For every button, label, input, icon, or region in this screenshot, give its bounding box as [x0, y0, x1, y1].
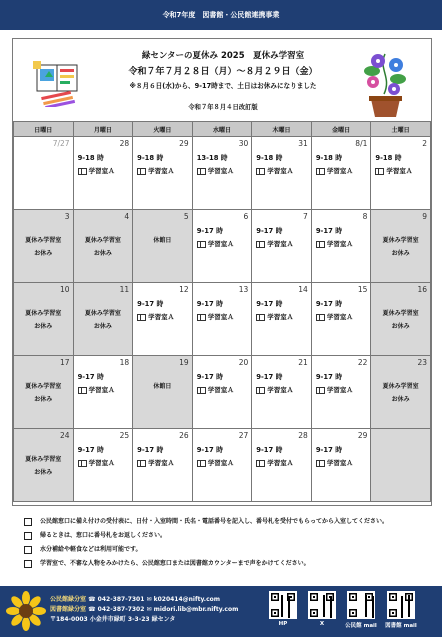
calendar-day-cell — [252, 356, 312, 429]
flyer-header — [13, 39, 431, 119]
room-label — [316, 166, 353, 175]
day-number: 12 — [179, 285, 189, 294]
room-label — [137, 312, 174, 321]
calendar-day-cell — [73, 283, 133, 356]
day-number: 28 — [119, 139, 130, 148]
day-number: 4 — [124, 212, 130, 221]
calendar-day-cell — [371, 283, 431, 356]
room-name: 学習室Ａ — [207, 313, 234, 321]
open-hours: 9-17 時 — [256, 300, 283, 308]
room-label — [197, 458, 234, 467]
room-name: 学習室Ａ — [88, 386, 115, 394]
room-label — [256, 312, 293, 321]
book-icon — [78, 387, 87, 394]
day-number: 24 — [60, 431, 70, 440]
closed-label: 夏休み学習室 — [25, 237, 62, 244]
calendar-day-cell — [311, 356, 371, 429]
open-hours: 9-18 時 — [315, 154, 342, 162]
calendar-day-cell — [252, 137, 312, 210]
day-number: 7 — [303, 212, 308, 221]
calendar-day-cell — [192, 137, 252, 210]
room-name: 学習室Ａ — [148, 313, 175, 321]
open-hours: 9-17 時 — [315, 227, 342, 235]
book-icon — [375, 168, 384, 175]
closed-label: 夏休み学習室 — [84, 310, 121, 317]
qr-label: HP — [278, 621, 288, 627]
day-number: 8/1 — [355, 139, 368, 148]
room-name: 学習室Ａ — [326, 386, 353, 394]
room-label — [256, 166, 293, 175]
day-number: 26 — [179, 431, 189, 440]
calendar-week-row — [14, 210, 431, 283]
notes-list — [24, 517, 424, 573]
open-hours: 9-17 時 — [256, 373, 283, 381]
day-number: 15 — [357, 285, 368, 294]
closed-label: 夏休み学習室 — [25, 310, 62, 317]
room-label — [197, 312, 234, 321]
note-item: 水分補給や軽食などは利用可能です。 — [24, 545, 424, 554]
room-label — [78, 166, 115, 175]
book-icon — [256, 387, 265, 394]
calendar-day-cell — [14, 283, 74, 356]
closed-label: 休館日 — [153, 383, 172, 390]
day-number: 25 — [119, 431, 130, 440]
flyer-title: 緑センターの夏休み 2025 夏休み学習室 — [141, 51, 305, 61]
room-name: 学習室Ａ — [207, 459, 234, 467]
calendar-day-cell — [133, 283, 193, 356]
weekday-header: 水曜日 — [192, 122, 252, 137]
open-hours: 9-18 時 — [375, 154, 402, 162]
contact-label-library: 図書館緑分室 — [50, 606, 87, 613]
closed-label: お休み — [34, 323, 53, 330]
day-number: 29 — [357, 431, 368, 440]
open-hours: 13-18 時 — [196, 154, 228, 162]
qr-code-icon[interactable] — [308, 591, 336, 619]
calendar-day-cell — [14, 429, 74, 502]
calendar-day-cell — [371, 137, 431, 210]
qr-code-icon[interactable] — [387, 591, 415, 619]
calendar-day-cell — [133, 429, 193, 502]
closed-label: お休み — [34, 250, 53, 257]
day-number: 28 — [298, 431, 308, 440]
calendar-day-cell — [73, 137, 133, 210]
closed-label: 夏休み学習室 — [382, 237, 419, 244]
day-number: 19 — [179, 358, 189, 367]
room-label — [375, 166, 412, 175]
weekday-header: 金曜日 — [311, 122, 371, 137]
book-icon — [316, 387, 325, 394]
open-hours: 9-17 時 — [256, 227, 283, 235]
qr-code-icon[interactable] — [347, 591, 375, 619]
open-hours: 9-17 時 — [77, 446, 104, 454]
calendar-week-row — [14, 283, 431, 356]
book-icon — [316, 241, 325, 248]
calendar-day-cell — [73, 210, 133, 283]
weekday-header-row — [14, 122, 431, 137]
checkbox-icon — [24, 560, 32, 568]
open-hours: 9-18 時 — [77, 154, 104, 162]
open-hours: 9-17 時 — [137, 300, 164, 308]
qr-label: X — [319, 621, 325, 627]
room-label — [197, 166, 234, 175]
day-number: 10 — [60, 285, 70, 294]
weekday-header: 土曜日 — [371, 122, 431, 137]
room-name: 学習室Ａ — [267, 240, 294, 248]
weekday-header: 火曜日 — [133, 122, 193, 137]
day-number: 3 — [64, 212, 70, 221]
room-name: 学習室Ａ — [148, 167, 175, 175]
room-label — [316, 458, 353, 467]
day-number: 18 — [119, 358, 130, 367]
book-icon — [197, 387, 206, 394]
room-name: 学習室Ａ — [148, 459, 175, 467]
calendar-week-row — [14, 356, 431, 429]
closed-label: 夏休み学習室 — [382, 383, 419, 390]
room-label — [316, 312, 353, 321]
checkbox-icon — [24, 546, 32, 554]
open-hours: 9-17 時 — [256, 446, 283, 454]
calendar-day-cell — [252, 283, 312, 356]
note-item: 公民館窓口に備え付けの受付表に、日付・入室時間・氏名・電話番号を記入し、番号札を受付でもらってから入室してください。 — [24, 517, 424, 526]
calendar-day-cell — [311, 283, 371, 356]
room-name: 学習室Ａ — [88, 459, 115, 467]
day-number: 17 — [60, 358, 70, 367]
contact-label-kominkan: 公民館緑分室 — [50, 596, 87, 603]
book-icon — [137, 314, 146, 321]
room-name: 学習室Ａ — [326, 240, 353, 248]
book-icon — [197, 241, 206, 248]
day-number: 21 — [298, 358, 308, 367]
closed-label: 夏休み学習室 — [25, 383, 62, 390]
room-name: 学習室Ａ — [326, 459, 353, 467]
room-name: 学習室Ａ — [267, 459, 294, 467]
day-number: 16 — [417, 285, 427, 294]
calendar-day-cell — [133, 356, 193, 429]
room-name: 学習室Ａ — [386, 167, 413, 175]
closed-label: 休館日 — [153, 237, 172, 244]
calendar-day-cell — [14, 137, 74, 210]
room-label — [316, 239, 353, 248]
room-name: 学習室Ａ — [267, 313, 294, 321]
day-number: 8 — [362, 212, 368, 221]
day-number: 13 — [238, 285, 249, 294]
calendar-day-cell — [133, 137, 193, 210]
contact-library: ☎ 042-387-7302 ✉ midori.lib@mbr.nifty.com — [88, 606, 239, 613]
book-icon — [256, 314, 265, 321]
open-hours: 9-17 時 — [77, 373, 104, 381]
sunflower-icon — [6, 591, 46, 633]
calendar-day-cell — [252, 429, 312, 502]
calendar-day-cell — [192, 210, 252, 283]
open-hours: 9-18 時 — [137, 154, 164, 162]
top-banner: 令和7年度 図書館・公民館連携事業 — [0, 0, 442, 30]
weekday-header: 日曜日 — [14, 122, 74, 137]
checkbox-icon — [24, 532, 32, 540]
room-name: 学習室Ａ — [207, 386, 234, 394]
calendar-week-row — [14, 429, 431, 502]
closed-label: 夏休み学習室 — [382, 310, 419, 317]
flyer-period: 令和７年７月２８日（月）～８月２９日（金） — [128, 67, 318, 77]
room-label — [137, 166, 174, 175]
room-label — [137, 458, 174, 467]
open-hours: 9-17 時 — [196, 227, 223, 235]
day-number: 6 — [243, 212, 249, 221]
open-hours: 9-17 時 — [196, 300, 223, 308]
flyer-revision: 令和７年８月４日改訂版 — [188, 104, 258, 111]
calendar-week-row — [14, 137, 431, 210]
room-label — [256, 385, 293, 394]
calendar-day-cell — [252, 210, 312, 283]
calendar-day-cell — [14, 210, 74, 283]
closed-label: 夏休み学習室 — [84, 237, 121, 244]
qr-label: 公民館 mail — [345, 623, 377, 629]
day-number: 14 — [298, 285, 308, 294]
contact-block — [50, 595, 238, 625]
weekday-header: 月曜日 — [73, 122, 133, 137]
book-icon — [78, 168, 87, 175]
open-hours: 9-17 時 — [315, 446, 342, 454]
book-icon — [316, 168, 325, 175]
room-name: 学習室Ａ — [207, 240, 234, 248]
calendar-day-cell — [371, 429, 431, 502]
closed-label: お休み — [34, 469, 53, 476]
closed-label: お休み — [391, 396, 410, 403]
closed-label: 夏休み学習室 — [25, 456, 62, 463]
calendar-day-cell — [192, 356, 252, 429]
room-label — [256, 239, 293, 248]
day-number: 22 — [357, 358, 368, 367]
contact-address: 〒184-0003 小金井市緑町 3-3-23 緑センタ — [50, 616, 176, 623]
closed-label: お休み — [93, 250, 112, 257]
note-item: 学習室で、不審な人物をみかけたら、公民館窓口または図書館カウンターまで声をかけてください。 — [24, 559, 424, 568]
room-label — [256, 458, 293, 467]
contact-kominkan: ☎ 042-387-7301 ✉ k020414@nifty.com — [88, 596, 221, 603]
book-icon — [256, 460, 265, 467]
room-label — [197, 385, 234, 394]
book-icon — [137, 460, 146, 467]
calendar-day-cell — [73, 356, 133, 429]
day-number: 31 — [298, 139, 308, 148]
room-name: 学習室Ａ — [326, 167, 353, 175]
book-icon — [197, 168, 206, 175]
closed-label: お休み — [34, 396, 53, 403]
note-item: 帰るときは、窓口に番号札をお返しください。 — [24, 531, 424, 540]
open-hours: 9-17 時 — [196, 446, 223, 454]
checkbox-icon — [24, 518, 32, 526]
day-number: 20 — [238, 358, 249, 367]
calendar-day-cell — [14, 356, 74, 429]
footer-bar — [0, 586, 442, 637]
day-number: 30 — [238, 139, 249, 148]
open-hours: 9-17 時 — [315, 373, 342, 381]
calendar-day-cell — [371, 356, 431, 429]
morning-glory-pot-icon — [358, 49, 413, 119]
day-number: 9 — [422, 212, 427, 221]
day-number: 29 — [179, 139, 189, 148]
room-label — [197, 239, 234, 248]
calendar-day-cell — [192, 283, 252, 356]
room-label — [78, 458, 115, 467]
closed-label: お休み — [93, 323, 112, 330]
book-icon — [316, 460, 325, 467]
open-hours: 9-17 時 — [196, 373, 223, 381]
book-icon — [197, 460, 206, 467]
calendar-table — [13, 121, 431, 502]
day-number: 2 — [422, 139, 427, 148]
room-name: 学習室Ａ — [207, 167, 234, 175]
weekday-header: 木曜日 — [252, 122, 312, 137]
calendar-day-cell — [311, 210, 371, 283]
book-icon — [197, 314, 206, 321]
day-number: 7/27 — [52, 139, 70, 148]
room-name: 学習室Ａ — [267, 167, 294, 175]
book-icon — [256, 168, 265, 175]
flyer-card — [12, 38, 432, 506]
open-hours: 9-18 時 — [256, 154, 283, 162]
book-icon — [256, 241, 265, 248]
calendar-day-cell — [73, 429, 133, 502]
room-name: 学習室Ａ — [326, 313, 353, 321]
calendar-day-cell — [371, 210, 431, 283]
calendar-body — [14, 137, 431, 502]
day-number: 23 — [417, 358, 427, 367]
room-label — [316, 385, 353, 394]
room-label — [78, 385, 115, 394]
calendar-day-cell — [311, 429, 371, 502]
calendar-day-cell — [133, 210, 193, 283]
day-number: 27 — [238, 431, 249, 440]
qr-label: 図書館 mail — [385, 623, 417, 629]
closed-label: お休み — [391, 323, 410, 330]
room-name: 学習室Ａ — [88, 167, 115, 175]
open-hours: 9-17 時 — [315, 300, 342, 308]
flyer-notice: ※８月６日(水)から、9-17時まで、土日はお休みになりました — [129, 82, 317, 90]
calendar-day-cell — [311, 137, 371, 210]
qr-code-icon[interactable] — [269, 591, 297, 619]
day-number: 5 — [183, 212, 189, 221]
day-number: 11 — [119, 285, 130, 294]
room-name: 学習室Ａ — [267, 386, 294, 394]
book-icon — [316, 314, 325, 321]
calendar-day-cell — [192, 429, 252, 502]
open-hours: 9-17 時 — [137, 446, 164, 454]
book-icon — [78, 460, 87, 467]
closed-label: お休み — [391, 250, 410, 257]
book-icon — [137, 168, 146, 175]
